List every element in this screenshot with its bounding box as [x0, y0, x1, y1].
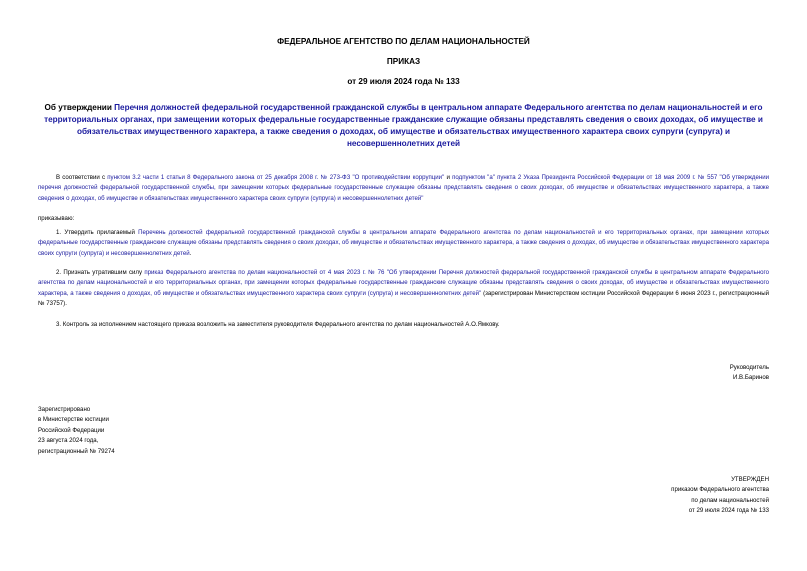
order-title-link[interactable]: Перечня должностей федеральной государственной гражданской службы в центральном аппарате Федерального агентства по делам национальностей и его территориальных органах, при замещении которых федеральные государственные гражданские служащие обязаны представлять сведения о своих доходах, об имуществе и обязательствах имущественного характера, а также сведения о доходах, об имуществе и обязательствах имущественного характера своих супруги (супруга) и несовершеннолетних детей: [44, 103, 763, 148]
order-item-3: 3. Контроль за исполнением настоящего приказа возложить на заместителя руководителя Федерального агентства по делам национальностей А.О.Ямкову.: [56, 321, 500, 328]
order-title-prefix: Об утверждении: [44, 103, 115, 112]
registration-line: Российской Федерации: [38, 426, 105, 434]
approved-line: приказом Федерального агентства: [671, 486, 769, 494]
preamble-link-decree[interactable]: подпунктом "а" пункта 2 Указа Президента Российской Федерации от 18 мая 2009 г. № 557 "Об утверждении перечня должностей федеральной государственной службы, при замещении которых федеральные государственные служащие обязаны представлять сведения о своих доходах, об имуществе и обязательствах имущественного характера, а также сведения о доходах, об имуществе и обязательствах имущественного характера своих супруги (супруга) и несовершеннолетних детей": [38, 174, 770, 202]
agency-name: ФЕДЕРАЛЬНОЕ АГЕНТСТВО ПО ДЕЛАМ НАЦИОНАЛЬНОСТЕЙ: [277, 37, 530, 46]
registration-line: 23 августа 2024 года,: [38, 437, 99, 445]
approved-line: УТВЕРЖДЕН: [731, 476, 769, 483]
preamble-link-law[interactable]: пунктом 3.2 части 1 статьи 8 Федерального закона от 25 декабря 2008 г. № 273-ФЗ "О противодействии коррупции": [107, 174, 445, 181]
order-word: приказываю:: [38, 215, 75, 222]
signature-block: [730, 363, 769, 384]
preamble: [38, 173, 769, 204]
preamble-text-1: В соответствии с: [56, 174, 108, 181]
registration-line: в Министерстве юстиции: [38, 416, 109, 424]
approved-line: по делам национальностей: [691, 496, 769, 504]
signature-name: И.В.Баринов: [732, 374, 769, 382]
order-item-1: [38, 228, 769, 259]
registration-block: [38, 405, 115, 457]
item-1-text: 1. Утвердить прилагаемый: [56, 229, 139, 236]
item-2-link[interactable]: приказ Федерального агентства по делам национальностей от 4 мая 2023 г. № 76 "Об утверждении Перечня должностей федеральной государственной гражданской службы в центральном аппарате Федерального агентства по делам национальностей и его территориальных органах, при замещении которых федеральные государственные гражданские служащие обязаны представлять сведения о своих доходах, об имуществе и обязательствах имущественного характера, а также сведения о доходах, об имуществе и обязательствах имущественного характера своих супруги (супруга) и несовершеннолетних детей": [38, 269, 770, 297]
preamble-text-2: и: [444, 174, 453, 181]
signature-position: Руководитель: [729, 364, 769, 371]
order-item-2: [38, 268, 769, 310]
item-1-end: .: [189, 249, 192, 257]
registration-line: регистрационный № 79274: [38, 447, 115, 455]
doc-date-number: от 29 июля 2024 года № 133: [347, 77, 460, 86]
item-1-link[interactable]: Перечень должностей федеральной государственной гражданской службы в центральном аппарате Федерального агентства по делам национальностей и его территориальных органах, при замещении которых федеральные государственные гражданские служащие обязаны представлять сведения о своих доходах, об имуществе и обязательствах имущественного характера, а также сведения о доходах, об имуществе и обязательствах имущественного характера своих супруги (супруга) и несовершеннолетних детей: [38, 229, 770, 257]
item-2-text: 2. Признать утратившим силу: [56, 269, 145, 276]
doc-type: ПРИКАЗ: [386, 57, 421, 66]
approved-line: от 29 июля 2024 года № 133: [688, 507, 769, 515]
order-title: [38, 102, 769, 150]
item-2-end: (зарегистрирован Министерством юстиции Российской Федерации 6 июня 2023 г., регистрационный № 73757).: [38, 289, 769, 308]
approved-block: [671, 475, 769, 517]
registration-line: Зарегистрировано: [38, 406, 91, 413]
